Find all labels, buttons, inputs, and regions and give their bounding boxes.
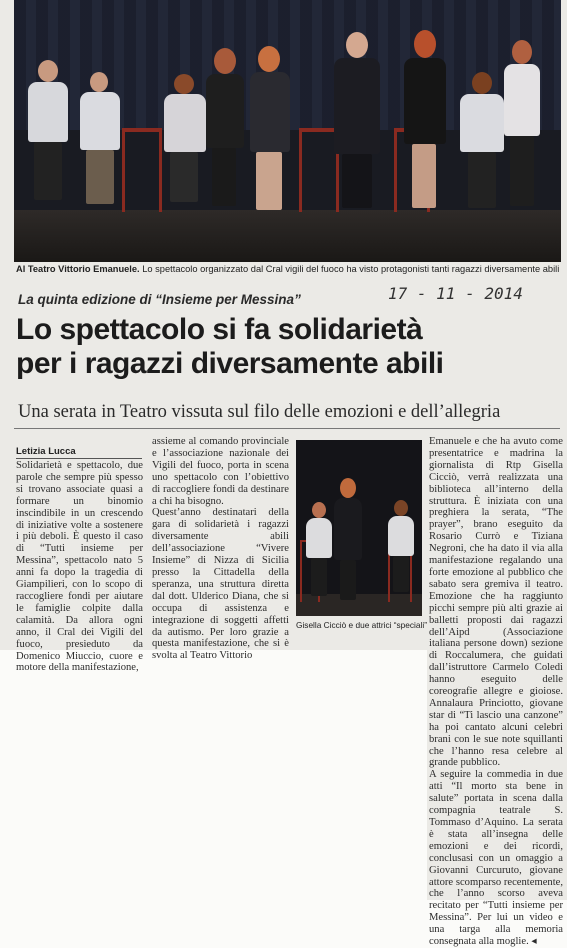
small-stage-photo <box>296 440 422 616</box>
stage-photo <box>14 0 561 262</box>
headline <box>16 313 556 381</box>
article-column-3: Emanuele e che ha avuto come presentatrice e madrina la giornalista di Rtp Gisella Cicciò, verrà realizzata una biblioteca all’interno della struttura. È iniziata con una preghiera la serata, “The prayer”, brano eseguito da Rosario Currò e Tiziana Negroni, che ha dato il via alla manifestazione regalando una forte emozione al pubblico che sabato sera gremiva il teatro. Emozione che ha raggiunto picchi sempre più alti grazie ai balletti proposti dai ragazzi dell’Aipd (Associazione italiana persone down) sezione di Roccalumera, che guidati dall’istruttore Carmelo Coledi hanno eseguito delle coreografie allegre e gioiose. Annalaura Princiotto, giovane star di “Ti lascio una canzone” ha poi cantato alcuni celebri brani con le sue note squillanti che l’hanno resa celebre al grande pubblico. A seguire la commedia in due atti “Il morto sta bene in salute” portata in scena dalla compagnia teatrale S. Tommaso d’Aquino. La serata è stata all’insegna delle emozioni e dei ricordi, conclusasi con un omaggio a Giovanni Curcuruto, giovane attore scomparso recentemente, che l’anno scorso aveva recitato per “Tutti insieme per Messina”. Per lui un video e una targa alla memoria consegnata alla moglie. ◂ <box>429 436 563 948</box>
article-column-1: Solidarietà e spettacolo, due parole che sempre più spesso si trovano associate quasi a formare un binomio inscindibile in un crescendo di iniziative volte a sostenere i più deboli. È questo il caso di “Tutti insieme per Messina”, spettacolo nato 5 anni fa dopo la tragedia di Giampilieri, con lo scopo di raccogliere fondi per aiutare le famiglie colpite dalla calamità. Da allora ogni anno, il Cral dei Vigili del fuoco, presieduto da Domenico Miuccio, cuore e motore della manifestazione, <box>16 460 143 674</box>
divider <box>14 428 560 429</box>
chair <box>299 128 339 212</box>
subheadline: Una serata in Teatro vissuta sul filo delle emozioni e dell’allegria <box>18 402 501 422</box>
headline-line-2: per i ragazzi diversamente abili <box>16 347 444 380</box>
photo-caption <box>16 264 561 274</box>
headline-line-1: Lo spettacolo si fa solidarietà <box>16 313 423 346</box>
caption-text: Lo spettacolo organizzato dal Cral vigili del fuoco ha visto protagonisti tanti ragazzi diversamente abili <box>142 264 560 274</box>
byline: Letizia Lucca <box>16 446 76 457</box>
article-column-2: assieme al comando provinciale e l’associazione nazionale dei Vigili del fuoco, porta in scena uno spettacolo con l’obiettivo di raccogliere fondi da destinare a chi ha bisogno. Quest’anno destinatari della gara di solidarietà i ragazzi diversamente abili dell’associazione “Vivere Insieme” di Nizza di Sicilia presso la Cittadella della speranza, una struttura diretta dal dott. Ulderico Diana, che si occupa di assistenza e integrazione di soggetti affetti da autismo. Per loro grazie a questa manifestazione, che si è svolta al Teatro Vittorio <box>152 436 289 662</box>
small-photo-caption: Gisella Cicciò e due attrici “speciali” <box>296 620 427 630</box>
caption-place: Al Teatro Vittorio Emanuele. <box>16 264 140 274</box>
kicker: La quinta edizione di “Insieme per Messina” <box>18 292 301 307</box>
byline-divider <box>16 458 142 459</box>
stage-floor <box>14 210 561 262</box>
handwritten-date: 17 - 11 - 2014 <box>388 284 523 303</box>
chair <box>122 128 162 212</box>
